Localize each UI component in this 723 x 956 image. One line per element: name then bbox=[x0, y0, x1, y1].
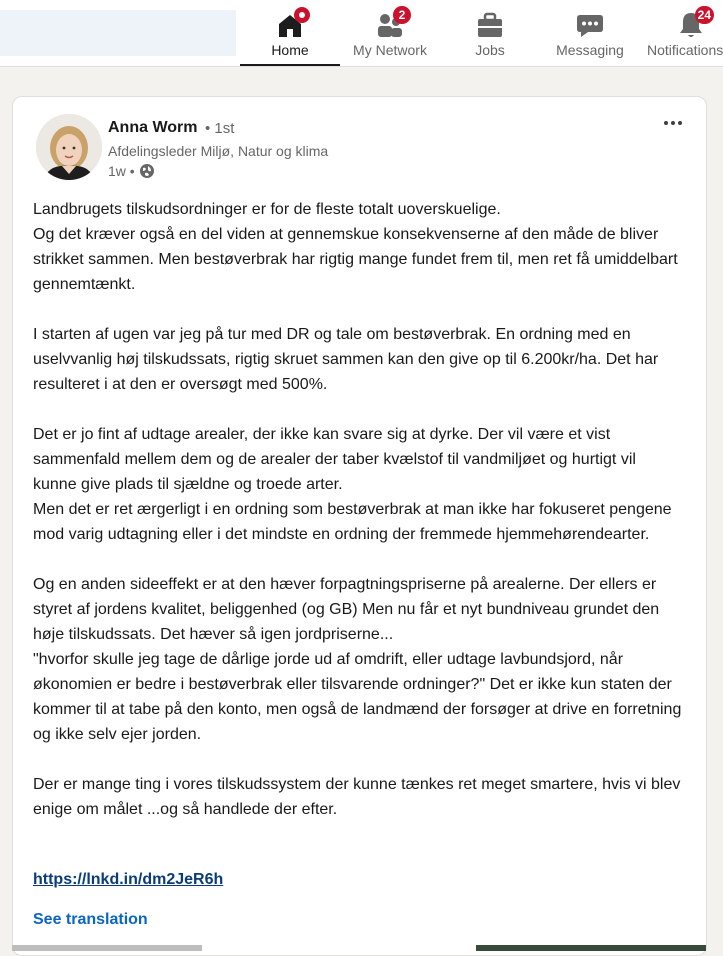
feed-post-card bbox=[12, 96, 707, 956]
ellipsis-icon bbox=[658, 111, 688, 135]
notifications-badge: 24 bbox=[695, 6, 714, 24]
post-image-preview-right bbox=[476, 945, 706, 951]
nav-notifications-label: Notifications bbox=[647, 42, 723, 58]
post-meta bbox=[108, 163, 155, 179]
globe-icon bbox=[139, 163, 155, 179]
author-avatar[interactable] bbox=[36, 114, 102, 180]
connection-degree: • 1st bbox=[205, 120, 235, 137]
see-translation-button[interactable]: See translation bbox=[33, 911, 148, 928]
nav-home[interactable] bbox=[240, 0, 340, 66]
nav-my-network[interactable] bbox=[340, 0, 440, 66]
nav-notifications[interactable] bbox=[640, 0, 723, 66]
post-image-preview-left bbox=[12, 945, 202, 951]
home-icon bbox=[275, 10, 305, 40]
bell-icon bbox=[676, 8, 711, 40]
nav-jobs[interactable] bbox=[440, 0, 540, 66]
post-link[interactable]: https://lnkd.in/dm2JeR6h bbox=[33, 871, 224, 888]
nav-jobs-label: Jobs bbox=[475, 42, 505, 58]
nav-messaging[interactable] bbox=[540, 0, 640, 66]
people-icon bbox=[375, 10, 405, 40]
network-badge: 2 bbox=[393, 6, 411, 24]
chat-bubble-icon bbox=[575, 10, 605, 40]
nav-messaging-label: Messaging bbox=[556, 42, 624, 58]
author-name[interactable]: Anna Worm bbox=[108, 119, 198, 136]
briefcase-icon bbox=[475, 10, 505, 40]
home-notification-dot bbox=[294, 7, 310, 23]
nav-my-network-label: My Network bbox=[353, 42, 427, 58]
post-timestamp: 1w • bbox=[108, 163, 135, 179]
post-body-text: Landbrugets tilskudsordninger er for de fleste totalt uoverskuelige. Og det kræver også en del viden at gennemskue konsekvenserne af den måde de bliver strikket sammen. Men bestøverbrak har rigtig mange fundet frem til, men ret få umiddelbart gennemtænkt. I starten af ugen var jeg på tur med DR og tale om bestøverbrak. En ordning med en uselvvanlig høj tilskudssats, rigtig skruet sammen kan den give op til 6.200kr/ha. Det har resulteret i at den er oversøgt med 500%. Det er jo fint af udtage arealer, der ikke kan svare sig at dyrke. Der vil være et vist sammenfald mellem dem og de arealer der taber kvælstof til vandmiljøet og hurtigt vil kunne give plads til sjældne og troede arter. Men det er ret ærgerligt i en ordning som bestøverbrak at man ikke har fokuseret pengene mod varig udtagning eller i det mindste en ordning der fremmede hjemmehørendearter. Og en anden sideeffekt er at den hæver forpagtningspriserne på arealerne. Der ellers er styret af jordens kvalitet, beliggenhed (og GB) Men nu får et nyt bundniveau grundet den høje tilskudssats. Det hæver så igen jordpriserne... "hvorfor skulle jeg tage de dårlige jorde ud af omdrift, eller udtage lavbundsjord, når økonomien er bedre i bestøverbrak eller tilsvarende ordninger?" Det er ikke kun staten der kommer til at tabe på den konto, men også de landmænd der forsøger at drive en forretning og ikke selv ejer jorden. Der er mange ting i vores tilskudssystem der kunne tænkes ret meget smartere, hvis vi blev enige om målet ...og så handlede der efter. bbox=[33, 201, 682, 818]
post-more-options-button[interactable] bbox=[658, 111, 688, 135]
nav-home-label: Home bbox=[271, 42, 309, 58]
top-navigation-bar bbox=[0, 0, 723, 67]
search-area[interactable] bbox=[0, 10, 236, 56]
author-headline: Afdelingsleder Miljø, Natur og klima bbox=[108, 143, 329, 159]
